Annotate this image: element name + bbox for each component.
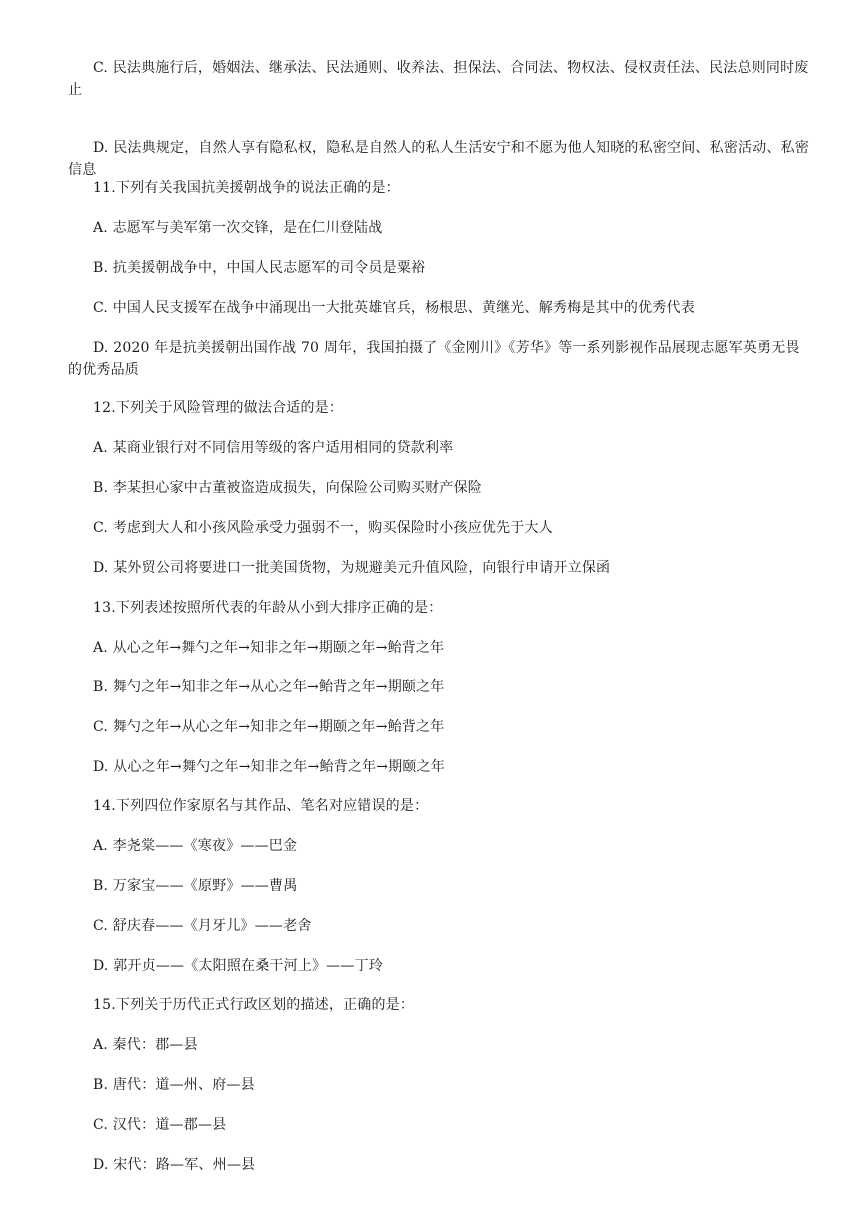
option-14c: C. 舒庆春——《月牙儿》——老舍 [93,918,312,934]
question-11: 11.下列有关我国抗美援朝战争的说法正确的是： [93,180,400,196]
option-13c: C. 舞勺之年→从心之年→知非之年→期颐之年→鲐背之年 [93,719,445,735]
option-12d: D. 某外贸公司将要进口一批美国货物，为规避美元升值风险，向银行申请开立保函 [93,560,611,576]
option-13b: B. 舞勺之年→知非之年→从心之年→鲐背之年→期颐之年 [93,679,445,695]
option-15b: B. 唐代：道—州、府—县 [93,1077,255,1093]
option-14a: A. 李尧棠——《寒夜》——巴金 [93,838,298,854]
option-10c: C. 民法典施行后，婚姻法、继承法、民法通则、收养法、担保法、合同法、物权法、侵权责任法、民法总则同时废止 [68,60,809,98]
question-14: 14.下列四位作家原名与其作品、笔名对应错误的是： [93,798,429,814]
option-14d: D. 郭开贞——《太阳照在桑干河上》——丁玲 [93,958,384,974]
option-11d: D. 2020 年是抗美援朝出国作战 70 周年，我国拍摄了《金刚川》《芳华》等一系列影视作品展现志愿军英勇无畏的优秀品质 [68,340,800,378]
option-13a: A. 从心之年→舞勺之年→知非之年→期颐之年→鲐背之年 [93,640,445,656]
option-11a: A. 志愿军与美军第一次交锋，是在仁川登陆战 [93,220,383,236]
option-15a: A. 秦代：郡—县 [93,1037,198,1053]
option-11b: B. 抗美援朝战争中，中国人民志愿军的司令员是粟裕 [93,260,426,276]
option-13d: D. 从心之年→舞勺之年→知非之年→鲐背之年→期颐之年 [93,759,445,775]
option-15d: D. 宋代：路—军、州—县 [93,1157,256,1173]
option-10d: D. 民法典规定，自然人享有隐私权，隐私是自然人的私人生活安宁和不愿为他人知晓的私密空间、私密活动、私密信息 [68,140,810,178]
question-15: 15.下列关于历代正式行政区划的描述，正确的是： [93,997,415,1013]
question-13: 13.下列表述按照所代表的年龄从小到大排序正确的是： [93,600,443,616]
option-12a: A. 某商业银行对不同信用等级的客户适用相同的贷款利率 [93,440,454,456]
option-12b: B. 李某担心家中古董被盗造成损失，向保险公司购买财产保险 [93,480,482,496]
option-15c: C. 汉代：道—郡—县 [93,1117,227,1133]
option-14b: B. 万家宝——《原野》——曹禺 [93,878,298,894]
question-12: 12.下列关于风险管理的做法合适的是： [93,400,344,416]
option-11c: C. 中国人民支援军在战争中涌现出一大批英雄官兵，杨根思、黄继光、解秀梅是其中的优秀代表 [93,300,695,316]
option-12c: C. 考虑到大人和小孩风险承受力强弱不一，购买保险时小孩应优先于大人 [93,520,553,536]
